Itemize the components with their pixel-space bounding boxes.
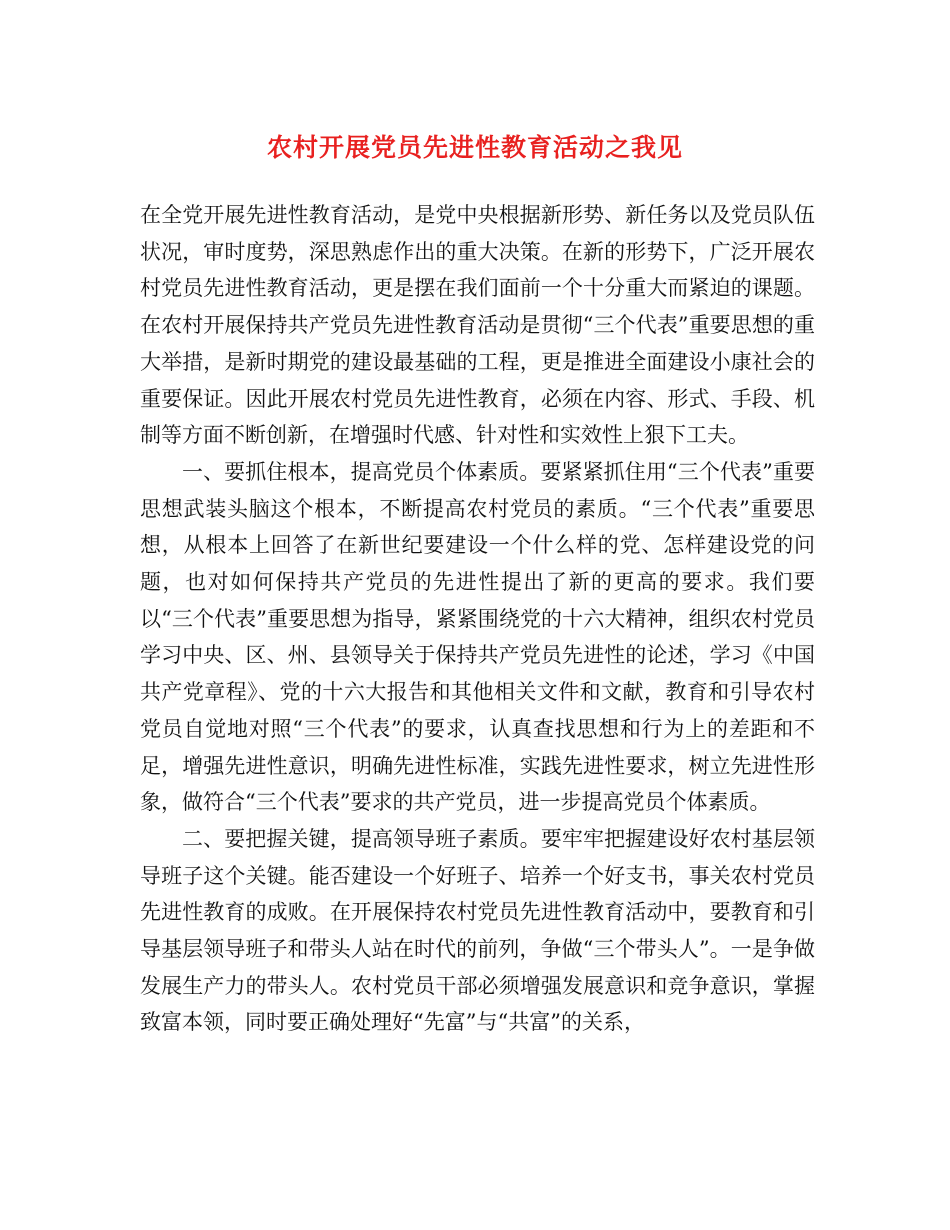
document-title: 农村开展党员先进性教育活动之我见 bbox=[266, 133, 683, 162]
paragraph-intro: 在全党开展先进性教育活动，是党中央根据新形势、新任务以及党员队伍状况，审时度势，深思熟虑作出的重大决策。在新的形势下，广泛开展农村党员先进性教育活动，更是摆在我们面前一个十分重大而紧迫的课题。在农村开展保持共产党员先进性教育活动是贯彻“三个代表”重要思想的重大举措，是新时期党的建设最基础的工程，更是推进全面建设小康社会的重要保证。因此开展农村党员先进性教育，必须在内容、形式、手段、机制等方面不断创新，在增强时代感、针对性和实效性上狠下工夫。 bbox=[140, 203, 815, 448]
document-body bbox=[140, 197, 815, 1041]
paragraph-section-two: 二、要把握关键，提高领导班子素质。要牢牢把握建设好农村基层领导班子这个关键。能否建设一个好班子、培养一个好支书，事关农村党员先进性教育的成败。在开展保持农村党员先进性教育活动中，要教育和引导基层领导班子和带头人站在时代的前列，争做“三个带头人”。一是争做发展生产力的带头人。农村党员干部必须增强发展意识和竞争意识，掌握致富本领，同时要正确处理好“先富”与“共富”的关系， bbox=[140, 826, 815, 1035]
paragraph-section-one: 一、要抓住根本，提高党员个体素质。要紧紧抓住用“三个代表”重要思想武装头脑这个根本，不断提高农村党员的素质。“三个代表”重要思想，从根本上回答了在新世纪要建设一个什么样的党、怎样建设党的问题，也对如何保持共产党员的先进性提出了新的更高的要求。我们要以“三个代表”重要思想为指导，紧紧围绕党的十六大精神，组织农村党员学习中央、区、州、县领导关于保持共产党员先进性的论述，学习《中国共产党章程》、党的十六大报告和其他相关文件和文献，教育和引导农村党员自觉地对照“三个代表”的要求，认真查找思想和行为上的差距和不足，增强先进性意识，明确先进性标准，实践先进性要求，树立先进性形象，做符合“三个代表”要求的共产党员，进一步提高党员个体素质。 bbox=[140, 459, 815, 815]
